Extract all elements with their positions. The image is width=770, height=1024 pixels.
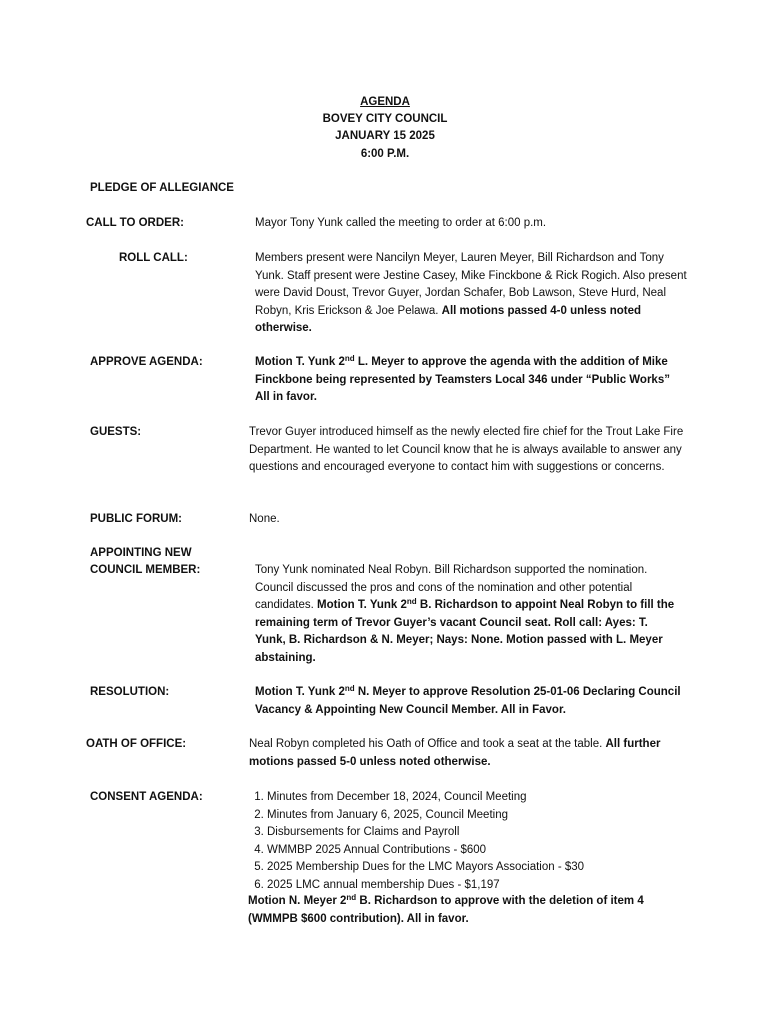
pledge-label: PLEDGE OF ALLEGIANCE [90,182,234,194]
appointing-discussion: Tony Yunk nominated Neal Robyn. Bill Richardson supported the nomination. Council discussed the pros and cons of the nomination and other potential candidates. [255,564,648,611]
roll-call-text [255,250,687,338]
roll-call-attendance: Members present were Nancilyn Meyer, Lauren Meyer, Bill Richardson and Tony Yunk. Staff present were Jestine Casey, Mike Finckbone & Rick Rogich. Also present were David Doust, Trevor Guyer, Jordan Schafer, Bob Lawson, Steve Hurd, Neal Robyn, Kris Erickson & Joe Pelawa. [255,252,687,317]
motion-sup: nd [346,893,357,902]
public-forum-label: PUBLIC FORUM: [90,513,182,525]
consent-item: 4. WMMBP 2025 Annual Contributions - $600 [267,842,689,860]
appointing-text [255,562,675,667]
motion-sup: nd [406,597,417,606]
consent-item: 6. 2025 LMC annual membership Dues - $1,197 [267,877,689,895]
public-forum-text: None. [249,513,280,525]
motion-text: N. Meyer to approve Resolution 25-01-06 Declaring Council Vacancy & Appointing New Council Member. All in Favor. [255,686,681,716]
agenda-title: AGENDA [360,96,410,108]
meeting-date: JANUARY 15 2025 [335,130,435,142]
consent-item: 5. 2025 Membership Dues for the LMC Mayors Association - $30 [267,859,689,877]
motion-sup: nd [344,684,355,693]
motion-text: B. Richardson to appoint Neal Robyn to fill the remaining term of Trevor Guyer’s vacant Council seat. Roll call: Ayes: T. Yunk, B. Richardson & N. Meyer; Nays: None. Motion passed with L. Meyer abstaining. [255,599,675,664]
resolution-label: RESOLUTION: [90,686,170,698]
motion-text: Motion T. Yunk 2 [255,686,345,698]
motion-sup: nd [344,354,355,363]
oath-motion-note: All further motions passed 5-0 unless noted otherwise. [249,738,661,768]
motion-text: Motion N. Meyer 2 [248,895,347,907]
consent-agenda-list [249,789,689,894]
meeting-time: 6:00 P.M. [360,148,410,160]
motion-text: B. Richardson to approve with the deletion of item 4 (WMMPB $600 contribution). All in favor. [248,895,644,925]
resolution-motion [255,684,685,719]
motion-text: Motion T. Yunk 2 [317,599,407,611]
call-to-order-label: CALL TO ORDER: [86,217,184,229]
motion-text: Motion T. Yunk 2 [255,356,345,368]
guests-label: GUESTS: [90,426,142,438]
guests-text: Trevor Guyer introduced himself as the newly elected fire chief for the Trout Lake Fire Department. He wanted to let Council know that he is always available to answer any questions and encouraged everyone to contact him with suggestions or concerns. [249,426,684,473]
council-name: BOVEY CITY COUNCIL [322,113,448,125]
appointing-label-line1: APPOINTING NEW [90,547,192,559]
consent-item: 3. Disbursements for Claims and Payroll [267,824,689,842]
roll-call-label: ROLL CALL: [119,252,188,264]
consent-item: 2. Minutes from January 6, 2025, Council Meeting [267,807,689,825]
call-to-order-text: Mayor Tony Yunk called the meeting to order at 6:00 p.m. [255,217,547,229]
approve-agenda-label: APPROVE AGENDA: [90,356,203,368]
appointing-label-line2: COUNCIL MEMBER: [90,564,201,576]
consent-agenda-label: CONSENT AGENDA: [90,791,203,803]
oath-description: Neal Robyn completed his Oath of Office and took a seat at the table. [249,738,606,750]
approve-agenda-motion [255,354,685,407]
motion-text: L. Meyer to approve the agenda with the addition of Mike Finckbone being represented by Teamsters Local 346 under “Public Works” All in favor. [255,356,670,403]
consent-item: 1. Minutes from December 18, 2024, Council Meeting [267,789,689,807]
consent-motion [248,893,688,928]
roll-call-motion-note: All motions passed 4-0 unless noted otherwise. [255,304,642,334]
oath-label: OATH OF OFFICE: [86,738,187,750]
oath-text [249,736,681,771]
